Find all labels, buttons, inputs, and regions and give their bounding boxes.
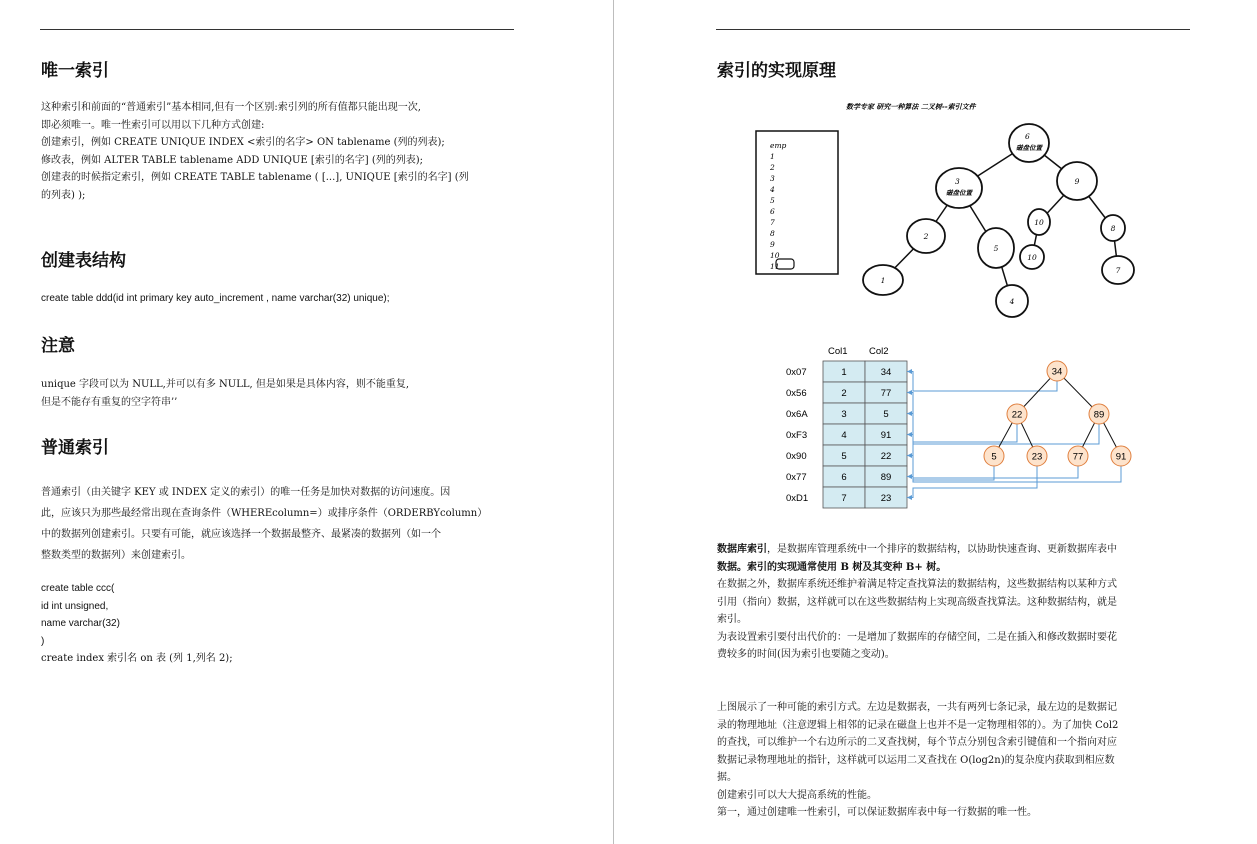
- text-line: 引用（指向）数据，这样就可以在这些数据结构上实现高级查找算法。这种数据结构，就是: [717, 596, 1117, 608]
- row-address: 0x90: [786, 451, 807, 462]
- emp-list-item: 10: [770, 251, 780, 260]
- tree-node-label: 9: [1074, 177, 1080, 186]
- tree-node-label: 5: [993, 244, 999, 253]
- text-line: [717, 541, 1117, 559]
- col2-value: 22: [880, 451, 892, 462]
- tree-node-label: 8: [1110, 224, 1116, 233]
- tree-node-label: 6: [1025, 132, 1030, 141]
- text-line: 创建索引，例如 CREATE UNIQUE INDEX <索引的名字> ON tablename (列的列表);: [41, 137, 445, 148]
- heading-index-principle: 索引的实现原理: [717, 61, 836, 81]
- text-line: 上图展示了一种可能的索引方式。左边是数据表，一共有两列七条记录，最左边的是数据记: [717, 702, 1117, 713]
- db-index-paragraph: [717, 541, 1117, 664]
- bold-term: 数据库索引: [717, 544, 767, 555]
- col2-value: 5: [883, 409, 889, 420]
- pointer-arrow: [907, 411, 912, 416]
- emp-list-item: 3: [770, 174, 775, 183]
- pointer-arrow: [907, 495, 912, 500]
- col2-value: 34: [880, 367, 892, 378]
- heading-create-table: 创建表结构: [41, 251, 126, 271]
- emp-list-item: emp: [770, 141, 787, 150]
- col1-value: 7: [841, 493, 847, 504]
- text-line: 创建表的时候指定索引，例如 CREATE TABLE tablename ( [...], UNIQUE [索引的名字] (列: [41, 172, 469, 183]
- text-span: ，是数据库管理系统中一个排序的数据结构，以协助快速查询、更新数据库表中: [767, 544, 1117, 555]
- col1-value: 4: [841, 430, 847, 441]
- header-rule: [716, 29, 1190, 30]
- col1-value: 6: [841, 472, 847, 483]
- binary-tree-figure: [746, 96, 1186, 328]
- normal-index-paragraph: [41, 482, 487, 566]
- pointer-line: [907, 414, 1099, 477]
- pointer-line: [907, 414, 997, 481]
- col1-value: 5: [841, 451, 847, 462]
- row-address: 0x56: [786, 388, 807, 399]
- text-line: 第一，通过创建唯一性索引，可以保证数据库表中每一行数据的唯一性。: [717, 807, 1037, 818]
- tree-node-label: 4: [1009, 297, 1015, 306]
- bst-node-label: 77: [1072, 451, 1084, 463]
- tree-node-label: 10: [1034, 218, 1044, 227]
- tree-node: [936, 168, 982, 208]
- col2-value: 91: [880, 430, 892, 441]
- emp-list-item: 7: [770, 218, 775, 227]
- code-line: create table ccc(: [41, 583, 115, 594]
- heading-unique-index: 唯一索引: [41, 61, 109, 81]
- text-line: 的查找，可以维护一个右边所示的二叉查找树，每个节点分别包含索引键值和一个指向对应: [717, 737, 1117, 748]
- emp-list-item: 9: [770, 240, 775, 249]
- bold-sentence: 数据。索引的实现通常使用 B 树及其变种 B+ 树。: [717, 561, 947, 573]
- text-line: 此，应该只为那些最经常出现在查询条件（WHEREcolumn=）或排序条件（ORDERBYcolumn）: [41, 508, 488, 519]
- note-paragraph: [41, 376, 409, 411]
- pointer-line: [907, 371, 1057, 391]
- text-line: 即必须唯一。唯一性索引可以用以下几种方式创建:: [41, 119, 265, 131]
- text-line: 据。: [717, 772, 737, 783]
- row-address: 0xF3: [786, 430, 808, 441]
- tree-node-label: 10: [1027, 253, 1037, 262]
- text-line: 修改表，例如 ALTER TABLE tablename ADD UNIQUE [索引的名字] (列的列表);: [41, 154, 424, 166]
- data-table: [786, 361, 907, 508]
- text-line: 索引。: [717, 614, 747, 625]
- text-line: 的列表) );: [41, 189, 86, 201]
- bst-node-label: 34: [1051, 366, 1063, 378]
- bst-node-label: 23: [1031, 451, 1043, 463]
- heading-normal-index: 普通索引: [41, 438, 109, 458]
- tree-nodes: [863, 124, 1134, 317]
- pointer-arrow: [907, 453, 912, 458]
- col2-value: 89: [880, 472, 892, 483]
- pointer-arrow: [907, 369, 912, 374]
- row-address: 0x77: [786, 472, 807, 483]
- col2-value: 23: [880, 493, 892, 504]
- bst-node-label: 22: [1011, 409, 1023, 421]
- pointer-line: [907, 456, 1037, 498]
- row-address: 0x07: [786, 367, 807, 378]
- heading-note: 注意: [41, 336, 75, 356]
- row-address: 0xD1: [786, 493, 809, 504]
- code-line: name varchar(32): [41, 618, 120, 629]
- col1-value: 1: [841, 367, 847, 378]
- emp-list-box: [756, 131, 838, 274]
- emp-list-item: 11: [770, 262, 780, 271]
- tree-node-label: 1: [880, 276, 886, 285]
- col2-value: 77: [880, 388, 892, 399]
- code-line: ): [41, 635, 45, 647]
- code-line: id int unsigned,: [41, 600, 109, 612]
- text-line: 录的物理地址（注意逻辑上相邻的记录在磁盘上也并不是一定物理相邻的）。为了加快 Col2: [717, 719, 1119, 731]
- tree-node-label: 7: [1115, 266, 1121, 275]
- create-index-line: create index 索引名 on 表 (列 1,列名 2);: [41, 653, 233, 664]
- col1-value: 2: [841, 388, 847, 399]
- index-bst-figure: [781, 340, 1127, 518]
- right-page: [616, 0, 1257, 844]
- bst-node-label: 5: [991, 451, 997, 463]
- emp-list-item: 2: [770, 163, 775, 172]
- pointer-arrow: [907, 390, 912, 395]
- tree-node: [1009, 124, 1049, 162]
- col1-header: Col1: [828, 346, 848, 357]
- text-line: 数据记录物理地址的指针，这样就可以运用二叉查找在 O(log2n)的复杂度内获取到相应数: [717, 754, 1115, 766]
- tree-node-label: 2: [923, 232, 929, 241]
- header-rule: [40, 29, 514, 30]
- text-line: 这种索引和前面的“普通索引”基本相同,但有一个区别:索引列的所有值都只能出现一次,: [41, 102, 421, 113]
- bst-node-label: 91: [1115, 451, 1127, 463]
- text-line: 整数类型的数据列）来创建索引。: [41, 550, 191, 561]
- col1-value: 3: [841, 409, 847, 420]
- text-line: 创建索引可以大大提高系统的性能。: [717, 789, 877, 801]
- pointer-arrow: [907, 474, 912, 479]
- row-address: 0x6A: [786, 409, 808, 420]
- col2-header: Col2: [869, 346, 889, 357]
- index-explanation-paragraph: [717, 699, 1118, 822]
- emp-list-item: 8: [770, 229, 775, 238]
- pointer-arrow: [907, 432, 912, 437]
- tree-caption: 数学专家 研究一种算法 二叉树--索引文件: [846, 102, 976, 111]
- tree-node-sublabel: 磁盘位置: [1016, 144, 1042, 152]
- text-line: 普通索引（由关键字 KEY 或 INDEX 定义的索引）的唯一任务是加快对数据的访问速度。因: [41, 487, 451, 498]
- tree-node-label: 3: [955, 177, 960, 186]
- create-table-code: create table ddd(id int primary key auto_increment , name varchar(32) unique);: [41, 293, 390, 304]
- text-line: 为表设置索引要付出代价的：一是增加了数据库的存储空间，二是在插入和修改数据时要花: [717, 631, 1117, 643]
- text-line: 中的数据列创建索引。只要有可能，就应该选择一个数据最整齐、最紧凑的数据列（如一个: [41, 529, 441, 540]
- emp-list-item: 1: [770, 152, 775, 161]
- text-line: 但是不能存有重复的空字符串’’: [41, 396, 178, 408]
- text-line: 在数据之外，数据库系统还维护着满足特定查找算法的数据结构，这些数据结构以某种方式: [717, 579, 1117, 590]
- tree-node-sublabel: 磁盘位置: [946, 189, 972, 197]
- unique-index-paragraph: [41, 99, 521, 204]
- emp-list-item: 4: [770, 185, 775, 194]
- text-line: 费较多的时间(因为索引也要随之变动)。: [717, 649, 895, 660]
- bst-nodes: [984, 361, 1131, 466]
- text-line: unique 字段可以为 NULL,并可以有多 NULL, 但是如果是具体内容，则不能重复,: [41, 379, 410, 390]
- create-table-ccc-code: [41, 580, 120, 650]
- left-page: [0, 0, 612, 844]
- emp-list-item: 5: [770, 196, 775, 205]
- text-line: [717, 559, 1117, 577]
- bst-node-label: 89: [1093, 409, 1105, 421]
- page-divider: [613, 0, 614, 844]
- emp-list-item: 6: [770, 207, 775, 216]
